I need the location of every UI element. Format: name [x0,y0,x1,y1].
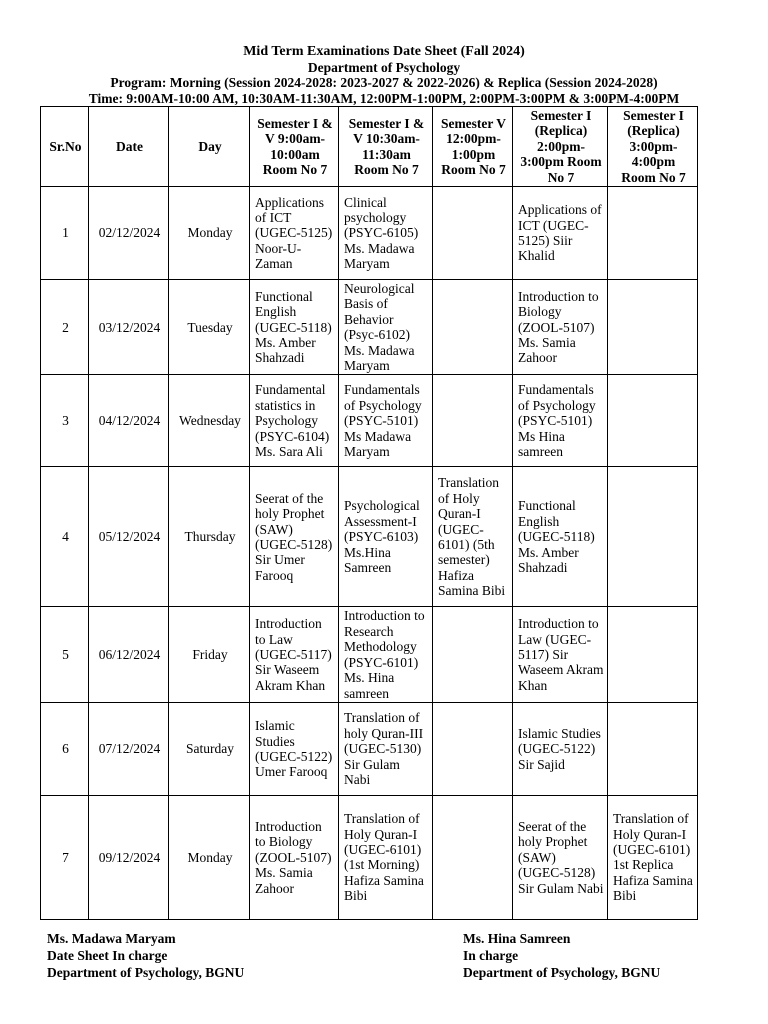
cell-slot4: Islamic Studies (UGEC-5122) Sir Sajid [513,702,608,795]
cell-srno: 5 [41,607,89,702]
cell-slot1: Fundamental statistics in Psychology (PSYC-6104) Ms. Sara Ali [250,375,339,467]
signature-block-left [47,930,244,981]
cell-date: 03/12/2024 [89,280,169,375]
cell-slot1: Islamic Studies (UGEC-5122) Umer Farooq [250,702,339,795]
cell-slot3 [433,607,513,702]
cell-slot5 [608,607,698,702]
table-row [41,187,698,280]
document-header [0,44,768,106]
col-header-date: Date [89,107,169,187]
cell-slot5 [608,375,698,467]
cell-slot1: Seerat of the holy Prophet (SAW) (UGEC-5128) Sir Umer Farooq [250,467,339,607]
table-row [41,375,698,467]
cell-srno: 4 [41,467,89,607]
col-header-day: Day [169,107,250,187]
signatory-department: Department of Psychology, BGNU [463,965,661,980]
document-title: Mid Term Examinations Date Sheet (Fall 2024) [243,44,525,59]
cell-day: Wednesday [169,375,250,467]
cell-slot3 [433,280,513,375]
cell-date: 06/12/2024 [89,607,169,702]
cell-srno: 2 [41,280,89,375]
col-header-slot3: Semester V 12:00pm-1:00pm Room No 7 [433,107,513,187]
cell-slot2: Clinical psychology (PSYC-6105) Ms. Madawa Maryam [339,187,433,280]
cell-date: 07/12/2024 [89,702,169,795]
cell-slot2: Translation of holy Quran-III (UGEC-5130) Sir Gulam Nabi [339,702,433,795]
cell-day: Friday [169,607,250,702]
cell-slot1: Applications of ICT (UGEC-5125) Noor-U-Zaman [250,187,339,280]
signatory-name: Ms. Madawa Maryam [47,931,176,946]
cell-slot5: Translation of Holy Quran-I (UGEC-6101) 1st Replica Hafiza Samina Bibi [608,795,698,919]
cell-slot2: Introduction to Research Methodology (PSYC-6101) Ms. Hina samreen [339,607,433,702]
signatory-name: Ms. Hina Samreen [463,931,571,946]
signatory-role: In charge [463,948,519,963]
cell-day: Thursday [169,467,250,607]
cell-slot2: Translation of Holy Quran-I (UGEC-6101) (1st Morning) Hafiza Samina Bibi [339,795,433,919]
program-line: Program: Morning (Session 2024-2028: 2023-2027 & 2022-2026) & Replica (Session 2024-2028) [110,75,658,90]
cell-slot5 [608,702,698,795]
cell-day: Tuesday [169,280,250,375]
table-row [41,795,698,919]
cell-slot4: Fundamentals of Psychology (PSYC-5101) Ms Hina samreen [513,375,608,467]
cell-srno: 3 [41,375,89,467]
cell-date: 02/12/2024 [89,187,169,280]
cell-date: 04/12/2024 [89,375,169,467]
col-header-slot4: Semester I (Replica) 2:00pm-3:00pm Room No 7 [513,107,608,187]
cell-slot2: Psychological Assessment-I (PSYC-6103) Ms.Hina Samreen [339,467,433,607]
cell-slot4: Functional English (UGEC-5118) Ms. Amber Shahzadi [513,467,608,607]
cell-slot1: Introduction to Law (UGEC-5117) Sir Waseem Akram Khan [250,607,339,702]
cell-slot2: Neurological Basis of Behavior (Psyc-6102) Ms. Madawa Maryam [339,280,433,375]
cell-slot3 [433,187,513,280]
table-row [41,607,698,702]
table-row [41,467,698,607]
cell-slot3 [433,375,513,467]
table-header-row [41,107,698,187]
cell-slot2: Fundamentals of Psychology (PSYC-5101) Ms Madawa Maryam [339,375,433,467]
col-header-slot5: Semester I (Replica) 3:00pm-4:00pm Room No 7 [608,107,698,187]
cell-date: 09/12/2024 [89,795,169,919]
cell-slot3: Translation of Holy Quran-I (UGEC-6101) (5th semester) Hafiza Samina Bibi [433,467,513,607]
cell-slot3 [433,795,513,919]
table-row [41,702,698,795]
cell-slot1: Functional English (UGEC-5118) Ms. Amber Shahzadi [250,280,339,375]
signatory-department: Department of Psychology, BGNU [47,965,245,980]
col-header-slot1: Semester I & V 9:00am-10:00am Room No 7 [250,107,339,187]
cell-slot5 [608,467,698,607]
department-line: Department of Psychology [307,59,461,75]
cell-day: Monday [169,795,250,919]
cell-srno: 6 [41,702,89,795]
date-sheet-table [40,106,698,920]
col-header-slot2: Semester I & V 10:30am-11:30am Room No 7 [339,107,433,187]
cell-slot4: Introduction to Law (UGEC-5117) Sir Waseem Akram Khan [513,607,608,702]
col-header-srno: Sr.No [41,107,89,187]
cell-slot4: Applications of ICT (UGEC-5125) Siir Khalid [513,187,608,280]
time-line: Time: 9:00AM-10:00 AM, 10:30AM-11:30AM, 12:00PM-1:00PM, 2:00PM-3:00PM & 3:00PM-4:00PM [88,90,680,106]
cell-srno: 7 [41,795,89,919]
cell-slot1: Introduction to Biology (ZOOL-5107) Ms. Samia Zahoor [250,795,339,919]
cell-slot5 [608,280,698,375]
cell-day: Saturday [169,702,250,795]
cell-slot3 [433,702,513,795]
cell-day: Monday [169,187,250,280]
table-row [41,280,698,375]
cell-slot5 [608,187,698,280]
signatory-role: Date Sheet In charge [47,948,168,963]
cell-srno: 1 [41,187,89,280]
signature-block-right [463,930,660,981]
cell-slot4: Seerat of the holy Prophet (SAW) (UGEC-5128) Sir Gulam Nabi [513,795,608,919]
cell-slot4: Introduction to Biology (ZOOL-5107) Ms. Samia Zahoor [513,280,608,375]
cell-date: 05/12/2024 [89,467,169,607]
